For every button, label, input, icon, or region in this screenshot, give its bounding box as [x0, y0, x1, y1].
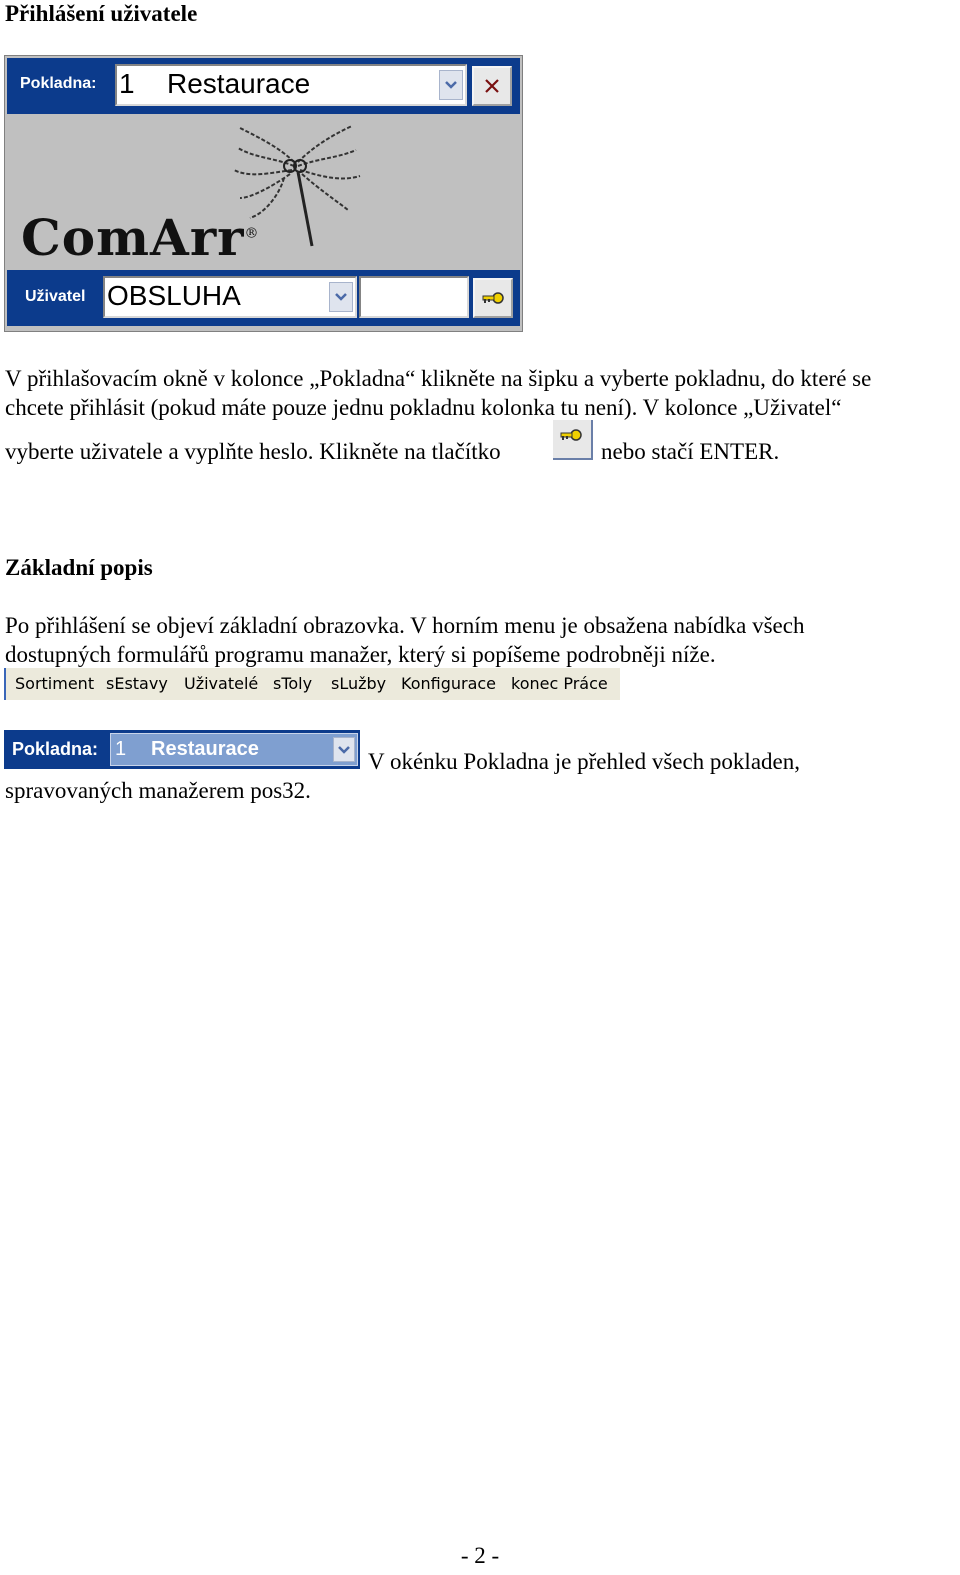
chevron-down-icon — [335, 293, 347, 301]
menu-konec-prace[interactable]: konec Práce — [511, 674, 608, 693]
close-icon — [474, 68, 510, 104]
key-icon — [475, 280, 511, 316]
menu-uzivatele[interactable]: Uživatelé — [184, 674, 259, 693]
inline-key-button-image — [553, 420, 593, 460]
uzivatel-value: OBSLUHA — [107, 280, 241, 311]
page-number: - 2 - — [460, 1543, 500, 1568]
menu-konfigurace[interactable]: Konfigurace — [401, 674, 497, 693]
uzivatel-bar — [7, 270, 520, 326]
para1-line3b: nebo stačí ENTER. — [601, 439, 780, 464]
para3-line2: spravovaných manažerem pos32. — [5, 778, 311, 803]
pokladna-value: Restaurace — [167, 68, 311, 99]
mini-pokladna-bar — [4, 730, 360, 769]
menu-sestavy[interactable]: sEstavy — [106, 674, 168, 693]
para2-line1: Po přihlášení se objeví základní obrazovka. V horním menu je obsažena nabídka všech — [5, 613, 805, 638]
mini-pokladna-number: 1 — [115, 738, 127, 760]
para1-line2: chcete přihlásit (pokud máte pouze jednu pokladnu kolonka tu není). V kolonce „Uživatel“ — [5, 395, 842, 420]
pokladna-dropdown-button[interactable] — [439, 70, 463, 100]
pokladna-number: 1 — [119, 68, 135, 99]
pokladna-select[interactable] — [115, 64, 467, 106]
mini-dropdown-button[interactable] — [333, 737, 355, 762]
chevron-down-icon — [445, 81, 457, 89]
para2-line2: dostupných formulářů programu manažer, který si popíšeme podrobněji níže. — [5, 642, 716, 667]
chevron-down-icon — [338, 746, 350, 754]
uzivatel-dropdown-button[interactable] — [329, 282, 353, 312]
para3-line1: V okénku Pokladna je přehled všech pokladen, — [368, 749, 800, 774]
main-menu-bar — [4, 668, 620, 700]
mini-pokladna-select[interactable] — [110, 733, 358, 766]
pokladna-label: Pokladna: — [20, 75, 97, 92]
uzivatel-label: Uživatel — [25, 288, 86, 305]
menu-sluzby[interactable]: sLužby — [331, 674, 387, 693]
close-button[interactable] — [472, 66, 512, 106]
para1-line3a: vyberte uživatele a vyplňte heslo. Klikněte na tlačítko — [5, 439, 501, 464]
uzivatel-select[interactable] — [103, 276, 357, 318]
heading-basic: Základní popis — [5, 555, 153, 580]
menu-stoly[interactable]: sToly — [273, 674, 313, 693]
mini-pokladna-value: Restaurace — [151, 738, 259, 760]
login-key-button[interactable] — [473, 278, 513, 318]
key-icon — [553, 420, 589, 456]
password-input[interactable] — [359, 276, 469, 318]
login-dialog — [4, 55, 523, 332]
para1-line1: V přihlašovacím okně v kolonce „Pokladna“ klikněte na šipku a vyberte pokladnu, do které se — [5, 366, 872, 391]
comarr-logo-text: ComArr® — [21, 208, 260, 267]
pokladna-bar — [7, 58, 520, 114]
mini-pokladna-label: Pokladna: — [12, 739, 99, 759]
page-heading-login: Přihlášení uživatele — [5, 1, 198, 26]
menu-sortiment[interactable]: Sortiment — [15, 674, 95, 693]
